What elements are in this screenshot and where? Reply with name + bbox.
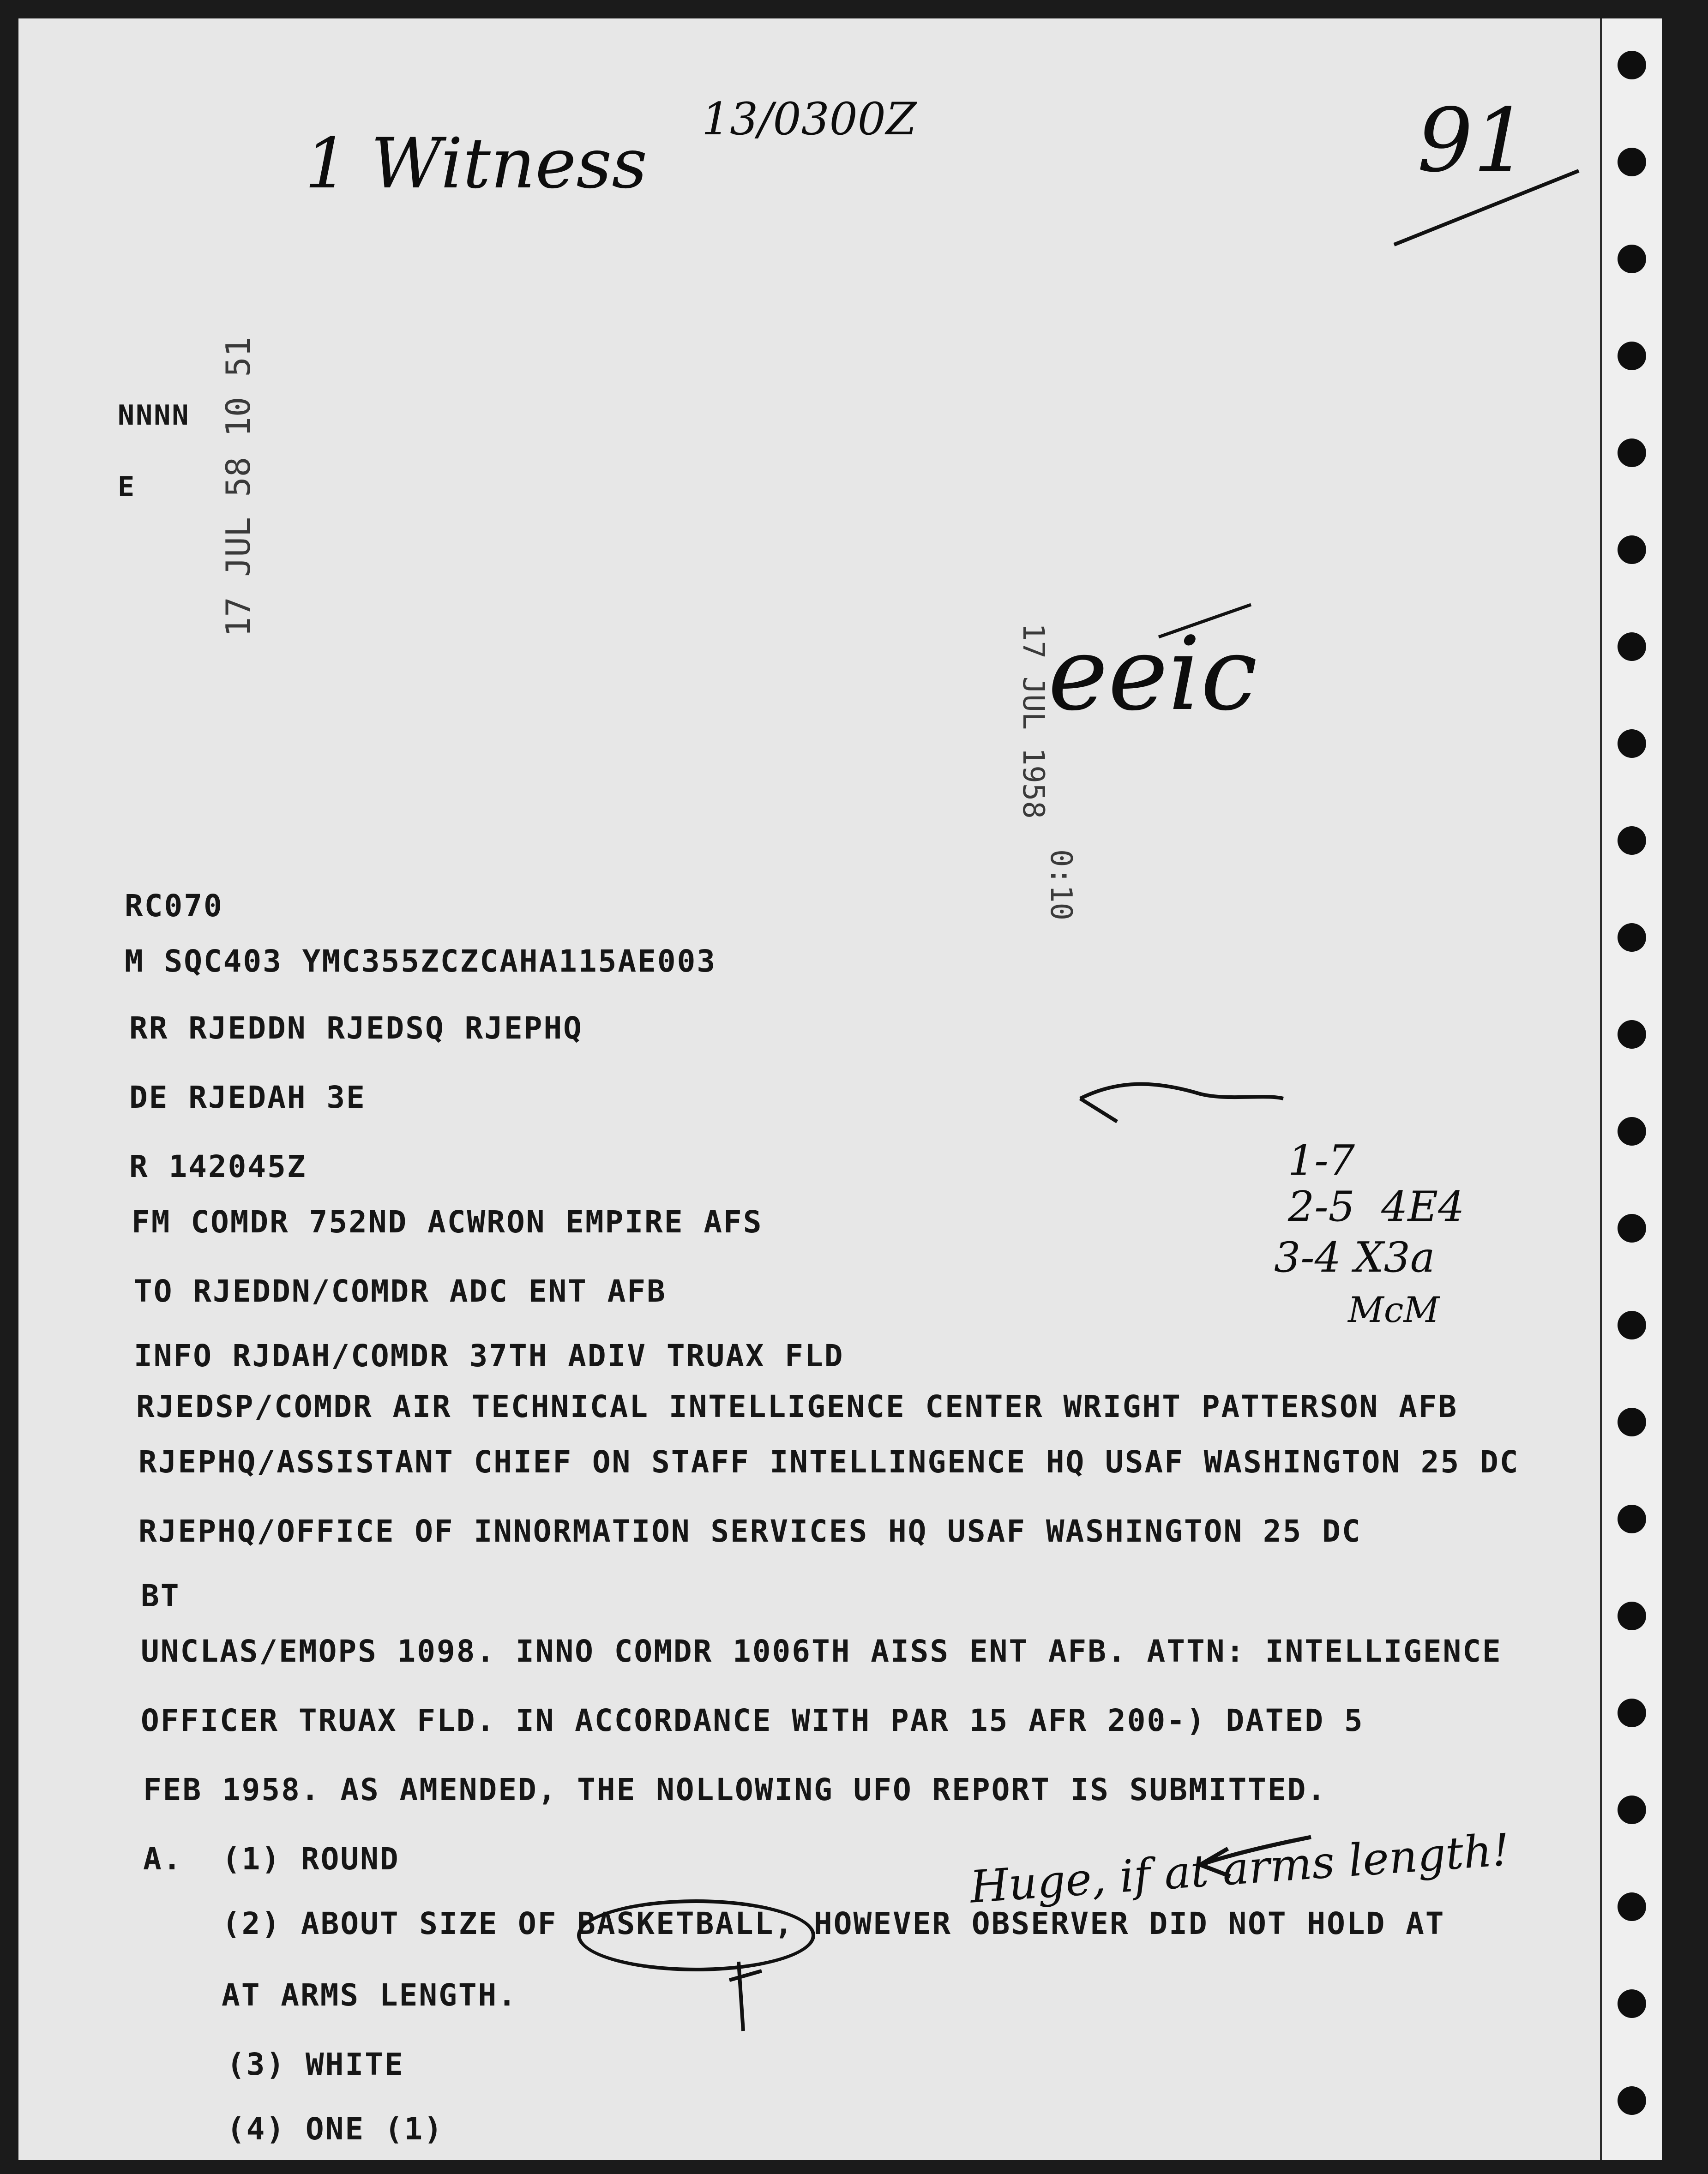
- msg-line: FEB 1958. AS AMENDED, THE NOLLOWING UFO REPORT IS SUBMITTED.: [143, 1772, 1327, 1808]
- handwritten-marks: [18, 18, 1662, 2160]
- handwritten-page-number: 91: [1417, 90, 1529, 192]
- msg-line: DE RJEDAH 3E: [129, 1080, 366, 1115]
- msg-line: RJEPHQ/ASSISTANT CHIEF ON STAFF INTELLINGENCE HQ USAF WASHINGTON 25 DC: [138, 1444, 1520, 1480]
- msg-line: FM COMDR 752ND ACWRON EMPIRE AFS: [132, 1204, 763, 1240]
- handwritten-code-3: 3-4 X3a: [1274, 1233, 1435, 1282]
- routing-date-stamp: 17 JUL 1958: [1016, 623, 1050, 819]
- teletype-e: E: [118, 471, 136, 503]
- msg-line: R 142045Z: [129, 1149, 307, 1184]
- msg-line: M SQC403 YMC355ZCZCAHA115AE003: [125, 943, 717, 979]
- msg-line: TO RJEDDN/COMDR ADC ENT AFB: [134, 1273, 667, 1309]
- handwritten-time-note: 13/0300Z: [702, 93, 917, 145]
- msg-line: (3) WHITE: [148, 2047, 404, 2082]
- handwritten-witness-note: 1 Witness: [305, 124, 648, 204]
- msg-line: OFFICER TRUAX FLD. IN ACCORDANCE WITH PAR 15 AFR 200-) DATED 5: [141, 1703, 1364, 1738]
- received-date-stamp: 17 JUL 58 10 51: [219, 336, 258, 637]
- msg-line: (4) ONE (1): [148, 2111, 444, 2147]
- msg-line: RR RJEDDN RJEDSQ RJEPHQ: [129, 1010, 583, 1046]
- handwritten-code-2: 2-5 4E4: [1288, 1183, 1465, 1231]
- msg-line: INFO RJDAH/COMDR 37TH ADIV TRUAX FLD: [134, 1338, 844, 1374]
- handwritten-initials: eeic: [1048, 615, 1257, 733]
- msg-line: UNCLAS/EMOPS 1098. INNO COMDR 1006TH AISS ENT AFB. ATTN: INTELLIGENCE: [141, 1634, 1502, 1669]
- msg-line: A. (1) ROUND: [143, 1841, 400, 1877]
- handwritten-initials-2: McM: [1348, 1289, 1440, 1330]
- teletype-nnnn: NNNN: [118, 399, 190, 432]
- routing-time-stamp: 0:10: [1044, 849, 1078, 921]
- msg-line: BT: [141, 1578, 180, 1614]
- msg-line: (2) ABOUT SIZE OF BASKETBALL, HOWEVER OBSERVER DID NOT HOLD AT: [143, 1906, 1445, 1941]
- handwritten-code-1: 1-7: [1288, 1136, 1355, 1185]
- document-sheet: [18, 18, 1662, 2160]
- msg-line: AT ARMS LENGTH.: [222, 1977, 518, 2013]
- handwritten-size-note: Huge, if at arms length!: [968, 1824, 1512, 1913]
- msg-line: RJEPHQ/OFFICE OF INNORMATION SERVICES HQ USAF WASHINGTON 25 DC: [138, 1513, 1362, 1549]
- msg-line: RC070: [125, 888, 223, 924]
- msg-line: RJEDSP/COMDR AIR TECHNICAL INTELLIGENCE CENTER WRIGHT PATTERSON AFB: [136, 1389, 1458, 1424]
